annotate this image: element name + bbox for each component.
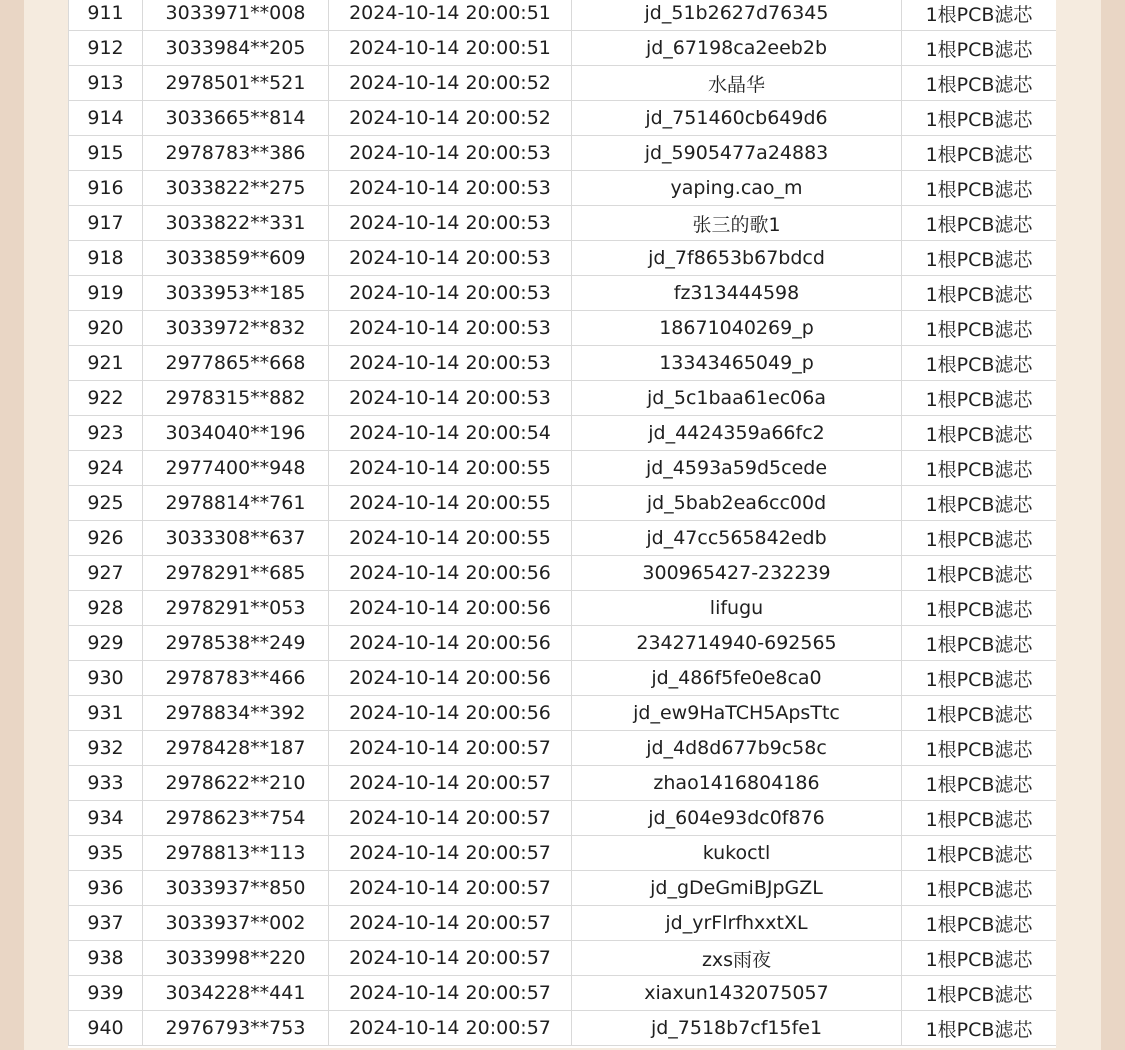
table-row	[69, 906, 1057, 941]
order-id-cell: 3034040**196	[143, 416, 329, 451]
row-number-cell: 938	[69, 941, 143, 976]
timestamp-cell: 2024-10-14 20:00:57	[329, 1011, 572, 1046]
row-number-cell: 936	[69, 871, 143, 906]
row-number-cell: 931	[69, 696, 143, 731]
table-row	[69, 416, 1057, 451]
username-cell: jd_4424359a66fc2	[572, 416, 902, 451]
table-row	[69, 661, 1057, 696]
username-cell: yaping.cao_m	[572, 171, 902, 206]
username-cell: jd_51b2627d76345	[572, 0, 902, 31]
order-id-cell: 2978813**113	[143, 836, 329, 871]
username-cell: 13343465049_p	[572, 346, 902, 381]
order-id-cell: 3033937**002	[143, 906, 329, 941]
timestamp-cell: 2024-10-14 20:00:57	[329, 941, 572, 976]
order-id-cell: 3033665**814	[143, 101, 329, 136]
username-cell: jd_5905477a24883	[572, 136, 902, 171]
timestamp-cell: 2024-10-14 20:00:55	[329, 451, 572, 486]
prize-cell: 1根PCB滤芯	[902, 206, 1057, 241]
username-cell: xiaxun1432075057	[572, 976, 902, 1011]
username-cell: jd_4d8d677b9c58c	[572, 731, 902, 766]
timestamp-cell: 2024-10-14 20:00:54	[329, 416, 572, 451]
username-cell: jd_486f5fe0e8ca0	[572, 661, 902, 696]
table-row	[69, 171, 1057, 206]
prize-cell: 1根PCB滤芯	[902, 486, 1057, 521]
order-id-cell: 3033984**205	[143, 31, 329, 66]
timestamp-cell: 2024-10-14 20:00:51	[329, 0, 572, 31]
username-cell: jd_gDeGmiBJpGZL	[572, 871, 902, 906]
table-row	[69, 451, 1057, 486]
order-id-cell: 2978315**882	[143, 381, 329, 416]
row-number-cell: 915	[69, 136, 143, 171]
row-number-cell: 930	[69, 661, 143, 696]
username-cell: zxs雨夜	[572, 941, 902, 976]
timestamp-cell: 2024-10-14 20:00:57	[329, 731, 572, 766]
username-cell: jd_7518b7cf15fe1	[572, 1011, 902, 1046]
row-number-cell: 917	[69, 206, 143, 241]
order-id-cell: 2977400**948	[143, 451, 329, 486]
username-cell: jd_604e93dc0f876	[572, 801, 902, 836]
username-cell: 水晶华	[572, 66, 902, 101]
timestamp-cell: 2024-10-14 20:00:53	[329, 311, 572, 346]
timestamp-cell: 2024-10-14 20:00:53	[329, 206, 572, 241]
table-row	[69, 486, 1057, 521]
timestamp-cell: 2024-10-14 20:00:56	[329, 696, 572, 731]
timestamp-cell: 2024-10-14 20:00:56	[329, 626, 572, 661]
timestamp-cell: 2024-10-14 20:00:56	[329, 591, 572, 626]
order-id-cell: 2978428**187	[143, 731, 329, 766]
timestamp-cell: 2024-10-14 20:00:53	[329, 136, 572, 171]
row-number-cell: 919	[69, 276, 143, 311]
order-id-cell: 3034228**441	[143, 976, 329, 1011]
prize-cell: 1根PCB滤芯	[902, 171, 1057, 206]
row-number-cell: 925	[69, 486, 143, 521]
prize-cell: 1根PCB滤芯	[902, 31, 1057, 66]
table-row	[69, 976, 1057, 1011]
timestamp-cell: 2024-10-14 20:00:57	[329, 801, 572, 836]
row-number-cell: 918	[69, 241, 143, 276]
table-row	[69, 381, 1057, 416]
table-row	[69, 626, 1057, 661]
winners-table	[68, 0, 1056, 1046]
prize-cell: 1根PCB滤芯	[902, 556, 1057, 591]
row-number-cell: 934	[69, 801, 143, 836]
username-cell: jd_67198ca2eeb2b	[572, 31, 902, 66]
prize-cell: 1根PCB滤芯	[902, 871, 1057, 906]
prize-cell: 1根PCB滤芯	[902, 1011, 1057, 1046]
row-number-cell: 912	[69, 31, 143, 66]
table-row	[69, 66, 1057, 101]
order-id-cell: 2978538**249	[143, 626, 329, 661]
order-id-cell: 2978501**521	[143, 66, 329, 101]
timestamp-cell: 2024-10-14 20:00:57	[329, 766, 572, 801]
username-cell: jd_47cc565842edb	[572, 521, 902, 556]
order-id-cell: 3033822**331	[143, 206, 329, 241]
table-row	[69, 836, 1057, 871]
row-number-cell: 922	[69, 381, 143, 416]
table-row	[69, 241, 1057, 276]
prize-cell: 1根PCB滤芯	[902, 276, 1057, 311]
timestamp-cell: 2024-10-14 20:00:53	[329, 381, 572, 416]
order-id-cell: 2978622**210	[143, 766, 329, 801]
table-row	[69, 696, 1057, 731]
order-id-cell: 2978623**754	[143, 801, 329, 836]
username-cell: jd_yrFlrfhxxtXL	[572, 906, 902, 941]
timestamp-cell: 2024-10-14 20:00:57	[329, 906, 572, 941]
prize-cell: 1根PCB滤芯	[902, 66, 1057, 101]
username-cell: jd_7f8653b67bdcd	[572, 241, 902, 276]
timestamp-cell: 2024-10-14 20:00:56	[329, 556, 572, 591]
username-cell: kukoctl	[572, 836, 902, 871]
username-cell: 2342714940-692565	[572, 626, 902, 661]
prize-cell: 1根PCB滤芯	[902, 836, 1057, 871]
row-number-cell: 927	[69, 556, 143, 591]
order-id-cell: 3033953**185	[143, 276, 329, 311]
order-id-cell: 2978814**761	[143, 486, 329, 521]
timestamp-cell: 2024-10-14 20:00:53	[329, 171, 572, 206]
order-id-cell: 2978783**466	[143, 661, 329, 696]
order-id-cell: 3033998**220	[143, 941, 329, 976]
order-id-cell: 2978291**685	[143, 556, 329, 591]
prize-cell: 1根PCB滤芯	[902, 626, 1057, 661]
username-cell: jd_4593a59d5cede	[572, 451, 902, 486]
page-frame	[24, 0, 1101, 1050]
timestamp-cell: 2024-10-14 20:00:57	[329, 871, 572, 906]
table-row	[69, 871, 1057, 906]
prize-cell: 1根PCB滤芯	[902, 346, 1057, 381]
order-id-cell: 2978291**053	[143, 591, 329, 626]
username-cell: lifugu	[572, 591, 902, 626]
prize-cell: 1根PCB滤芯	[902, 591, 1057, 626]
username-cell: 18671040269_p	[572, 311, 902, 346]
table-row	[69, 0, 1057, 31]
table-row	[69, 276, 1057, 311]
prize-cell: 1根PCB滤芯	[902, 976, 1057, 1011]
row-number-cell: 916	[69, 171, 143, 206]
table-row	[69, 801, 1057, 836]
row-number-cell: 920	[69, 311, 143, 346]
order-id-cell: 2977865**668	[143, 346, 329, 381]
table-row	[69, 591, 1057, 626]
timestamp-cell: 2024-10-14 20:00:53	[329, 346, 572, 381]
order-id-cell: 3033971**008	[143, 0, 329, 31]
timestamp-cell: 2024-10-14 20:00:57	[329, 836, 572, 871]
row-number-cell: 932	[69, 731, 143, 766]
row-number-cell: 935	[69, 836, 143, 871]
prize-cell: 1根PCB滤芯	[902, 766, 1057, 801]
order-id-cell: 2978834**392	[143, 696, 329, 731]
username-cell: jd_5bab2ea6cc00d	[572, 486, 902, 521]
row-number-cell: 928	[69, 591, 143, 626]
prize-cell: 1根PCB滤芯	[902, 696, 1057, 731]
prize-cell: 1根PCB滤芯	[902, 241, 1057, 276]
row-number-cell: 937	[69, 906, 143, 941]
order-id-cell: 2978783**386	[143, 136, 329, 171]
row-number-cell: 913	[69, 66, 143, 101]
username-cell: fz313444598	[572, 276, 902, 311]
row-number-cell: 921	[69, 346, 143, 381]
username-cell: jd_ew9HaTCH5ApsTtc	[572, 696, 902, 731]
table-row	[69, 1011, 1057, 1046]
row-number-cell: 923	[69, 416, 143, 451]
row-number-cell: 914	[69, 101, 143, 136]
table-row	[69, 31, 1057, 66]
winners-table-body	[69, 0, 1057, 1046]
table-row	[69, 941, 1057, 976]
row-number-cell: 929	[69, 626, 143, 661]
timestamp-cell: 2024-10-14 20:00:52	[329, 101, 572, 136]
prize-cell: 1根PCB滤芯	[902, 521, 1057, 556]
row-number-cell: 924	[69, 451, 143, 486]
timestamp-cell: 2024-10-14 20:00:53	[329, 276, 572, 311]
timestamp-cell: 2024-10-14 20:00:52	[329, 66, 572, 101]
row-number-cell: 939	[69, 976, 143, 1011]
row-number-cell: 940	[69, 1011, 143, 1046]
prize-cell: 1根PCB滤芯	[902, 136, 1057, 171]
prize-cell: 1根PCB滤芯	[902, 311, 1057, 346]
prize-cell: 1根PCB滤芯	[902, 801, 1057, 836]
order-id-cell: 2976793**753	[143, 1011, 329, 1046]
prize-cell: 1根PCB滤芯	[902, 0, 1057, 31]
username-cell: zhao1416804186	[572, 766, 902, 801]
prize-cell: 1根PCB滤芯	[902, 731, 1057, 766]
winners-list-sheet	[68, 0, 1056, 1048]
table-row	[69, 766, 1057, 801]
order-id-cell: 3033937**850	[143, 871, 329, 906]
row-number-cell: 926	[69, 521, 143, 556]
timestamp-cell: 2024-10-14 20:00:57	[329, 976, 572, 1011]
order-id-cell: 3033308**637	[143, 521, 329, 556]
prize-cell: 1根PCB滤芯	[902, 381, 1057, 416]
table-row	[69, 521, 1057, 556]
row-number-cell: 933	[69, 766, 143, 801]
timestamp-cell: 2024-10-14 20:00:53	[329, 241, 572, 276]
row-number-cell: 911	[69, 0, 143, 31]
table-row	[69, 206, 1057, 241]
table-row	[69, 136, 1057, 171]
table-row	[69, 346, 1057, 381]
timestamp-cell: 2024-10-14 20:00:55	[329, 521, 572, 556]
table-row	[69, 556, 1057, 591]
username-cell: 张三的歌1	[572, 206, 902, 241]
username-cell: jd_5c1baa61ec06a	[572, 381, 902, 416]
username-cell: jd_751460cb649d6	[572, 101, 902, 136]
timestamp-cell: 2024-10-14 20:00:51	[329, 31, 572, 66]
table-row	[69, 101, 1057, 136]
prize-cell: 1根PCB滤芯	[902, 451, 1057, 486]
table-row	[69, 731, 1057, 766]
username-cell: 300965427-232239	[572, 556, 902, 591]
prize-cell: 1根PCB滤芯	[902, 661, 1057, 696]
prize-cell: 1根PCB滤芯	[902, 941, 1057, 976]
timestamp-cell: 2024-10-14 20:00:55	[329, 486, 572, 521]
order-id-cell: 3033859**609	[143, 241, 329, 276]
table-row	[69, 311, 1057, 346]
prize-cell: 1根PCB滤芯	[902, 101, 1057, 136]
timestamp-cell: 2024-10-14 20:00:56	[329, 661, 572, 696]
order-id-cell: 3033972**832	[143, 311, 329, 346]
order-id-cell: 3033822**275	[143, 171, 329, 206]
prize-cell: 1根PCB滤芯	[902, 906, 1057, 941]
prize-cell: 1根PCB滤芯	[902, 416, 1057, 451]
